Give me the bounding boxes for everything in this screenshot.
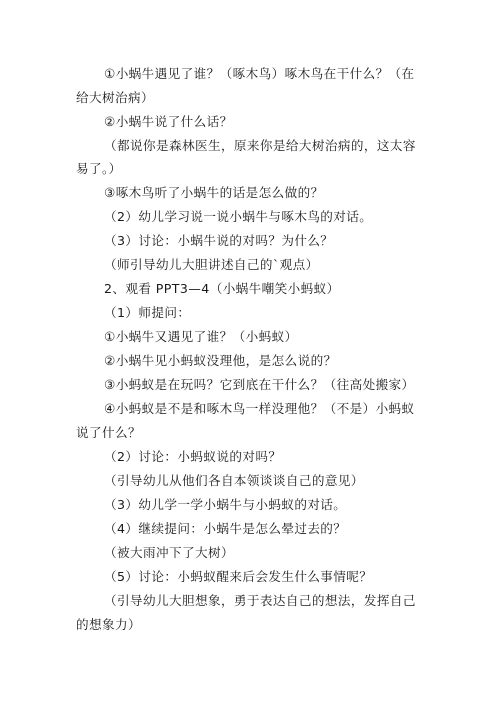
text-line: 的想象力） [76, 617, 141, 632]
text-line: （引导幼儿从他们各自本领谈谈自己的意见） [104, 473, 364, 488]
text-line: 说了什么？ [76, 425, 141, 440]
text-line: （都说你是森林医生，原来你是给大树治病的，这太容 [104, 138, 416, 153]
text-line: ②小蜗牛说了什么话？ [104, 114, 233, 129]
text-line: （引导幼儿大胆想象，勇于表达自己的想法，发挥自己 [104, 593, 416, 608]
text-line: （被大雨冲下了大树） [104, 545, 234, 560]
text-line: （3）幼儿学一学小蜗牛与小蚂蚁的对话。 [104, 497, 347, 512]
text-line: ③啄木鸟听了小蜗牛的话是怎么做的？ [104, 185, 324, 200]
text-line: ④小蚂蚁是不是和啄木鸟一样没理他？（不是）小蚂蚁 [104, 401, 415, 416]
text-line: ①小蜗牛遇见了谁？（啄木鸟）啄木鸟在干什么？（在 [104, 66, 415, 81]
text-line: （2）幼儿学习说一说小蜗牛与啄木鸟的对话。 [104, 209, 373, 224]
text-line: ②小蜗牛见小蚂蚁没理他，是怎么说的？ [104, 353, 337, 368]
text-line: （2）讨论：小蚂蚁说的对吗？ [104, 449, 282, 464]
text-line: （5）讨论：小蚂蚁醒来后会发生什么事情呢？ [104, 569, 373, 584]
text-line: 2、观看 PPT3—4（小蜗牛嘲笑小蚂蚁） [104, 281, 340, 296]
text-line: （1）师提问： [104, 305, 191, 320]
text-line: 易了。） [76, 161, 122, 176]
text-line: ③小蚂蚁是在玩吗？它到底在干什么？（往高处搬家） [104, 377, 415, 392]
text-line: （4）继续提问：小蜗牛是怎么晕过去的？ [104, 521, 347, 536]
text-line: 给大树治病） [76, 90, 154, 105]
text-line: （3）讨论：小蜗牛说的对吗？为什么？ [104, 233, 334, 248]
text-line: （师引导幼儿大胆讲述自己的`观点） [104, 257, 319, 272]
text-line: ①小蜗牛又遇见了谁？（小蚂蚁） [104, 329, 298, 344]
